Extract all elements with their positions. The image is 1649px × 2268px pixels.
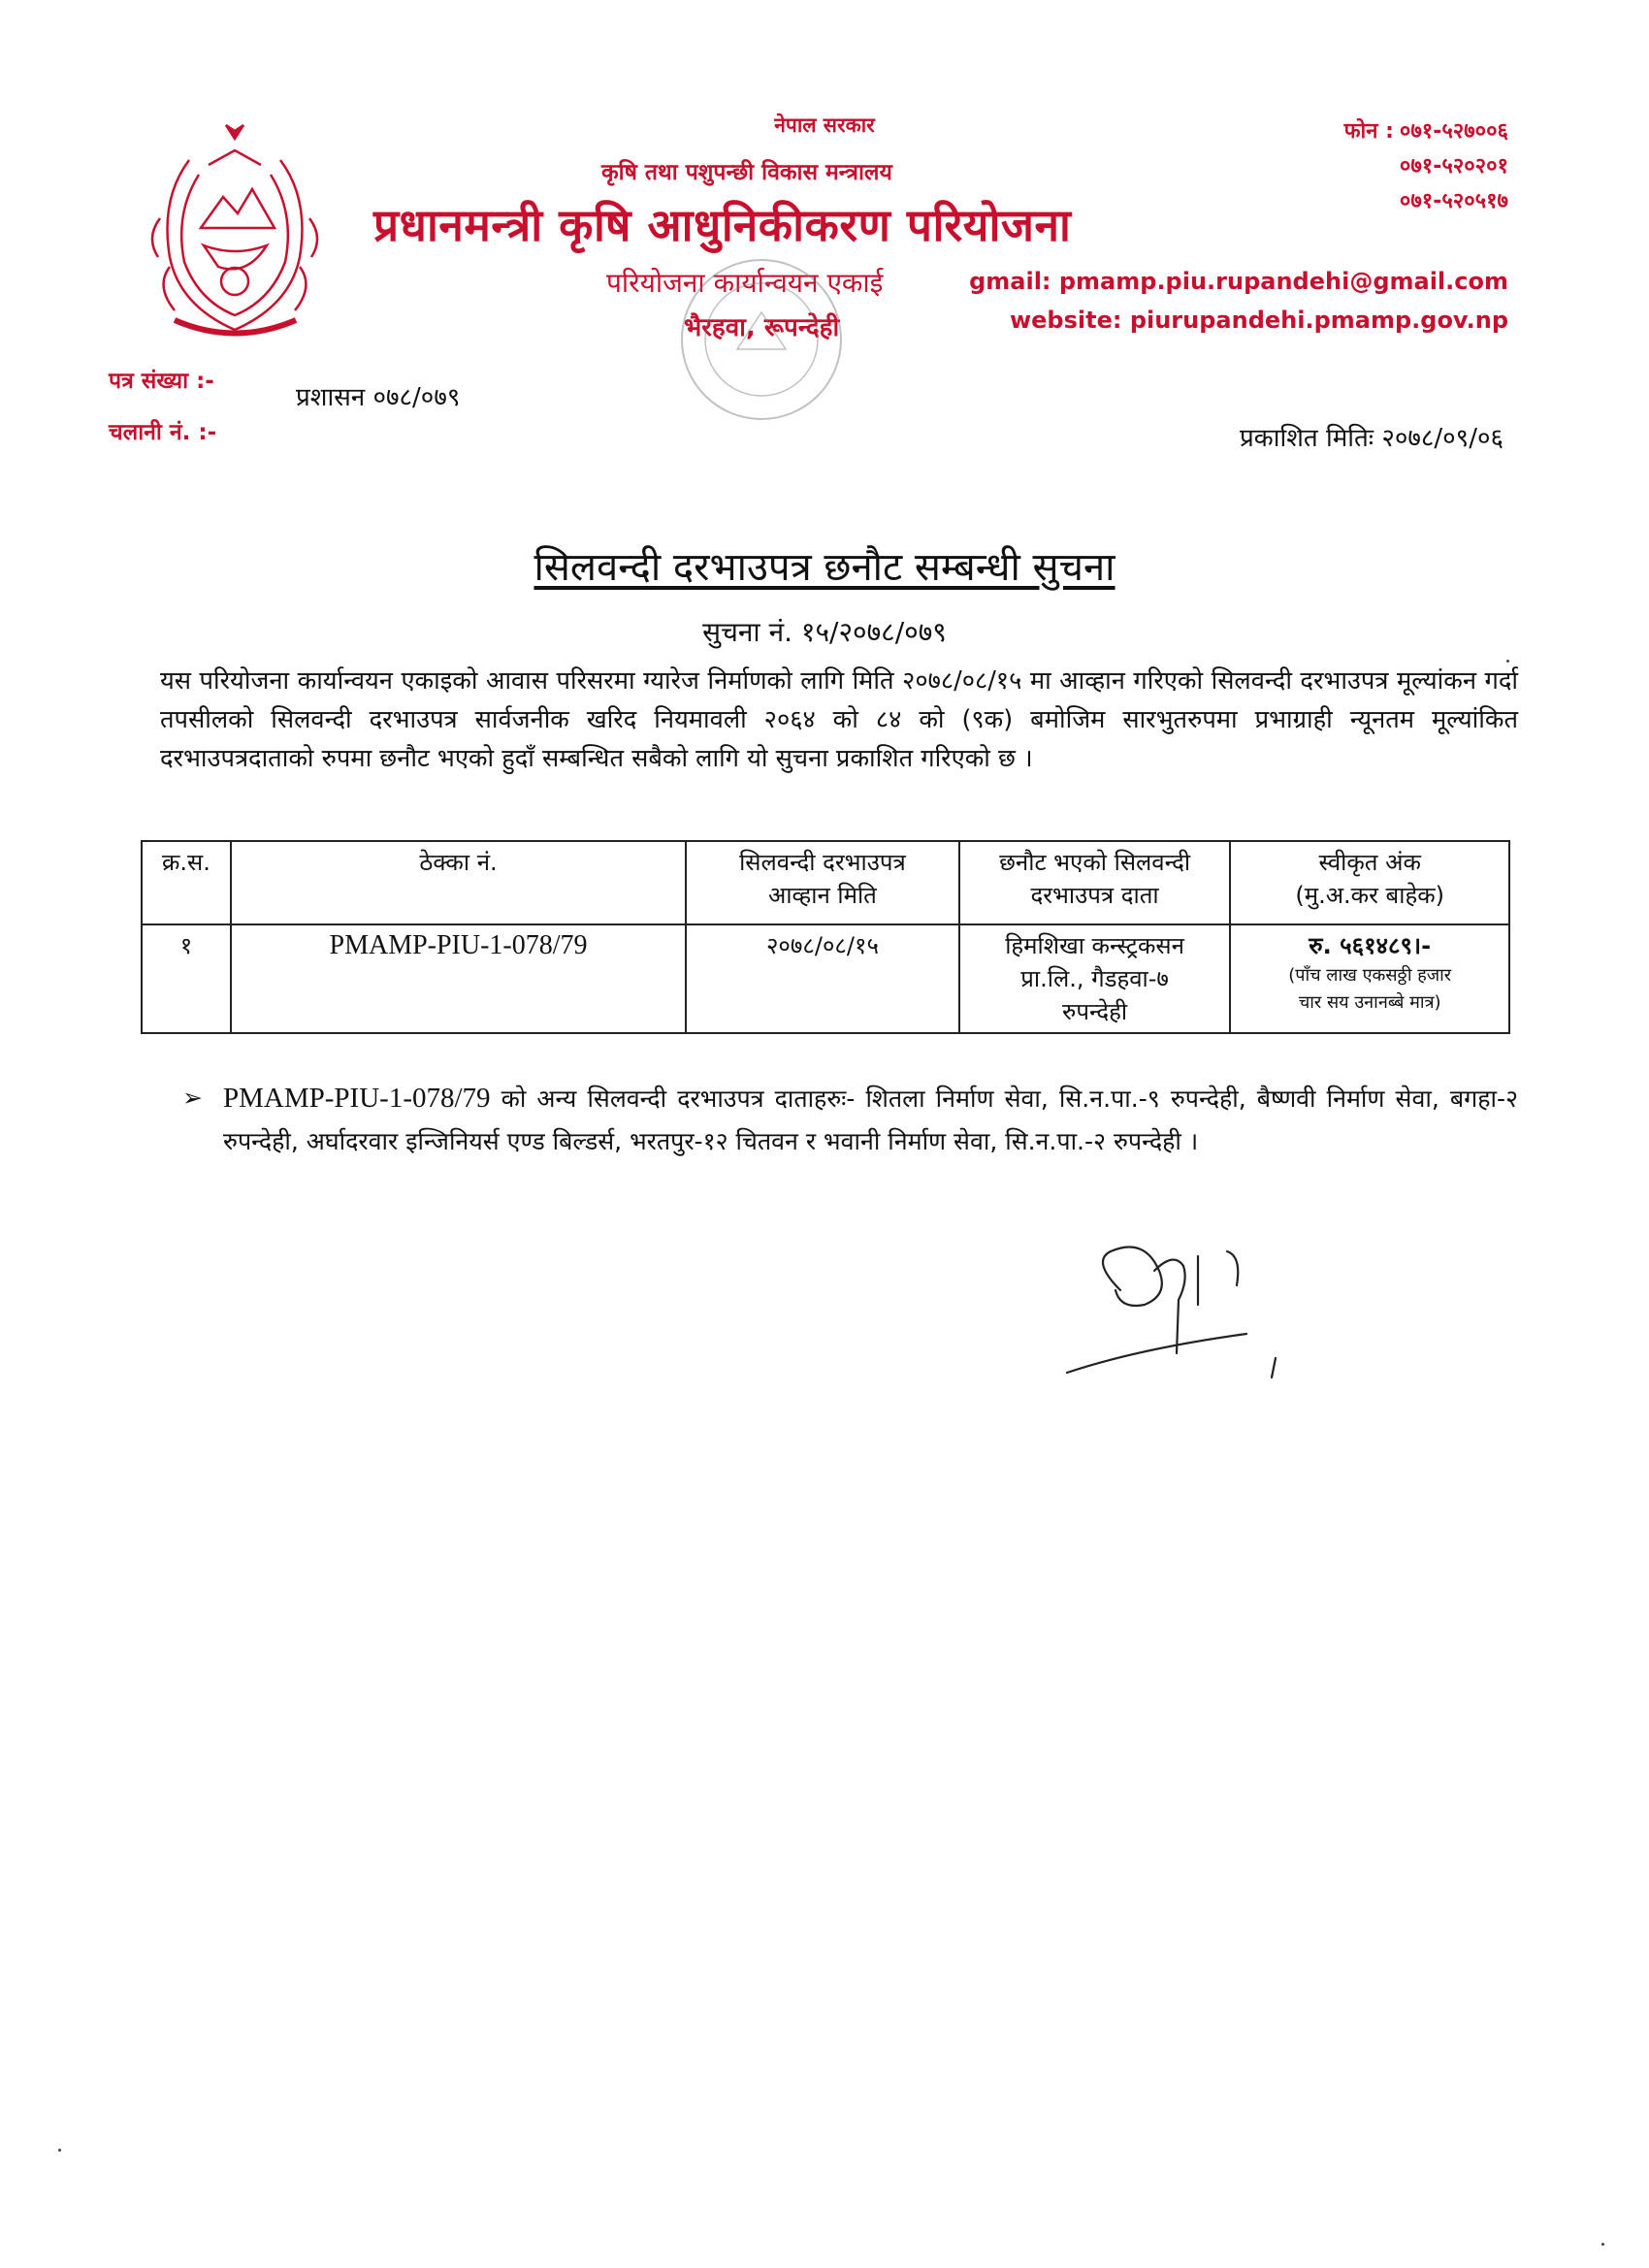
table-row [142,924,1509,1033]
header-bidder-line: दरभाउपत्र दाता [1030,882,1159,909]
header-amount [1230,841,1509,924]
letter-number-label: पत्र संख्या :- [109,369,214,394]
cell-date: २०७८/०८/१५ [686,924,959,1033]
other-bidders [182,1077,1518,1163]
amount-value: रु. ५६१४८९।- [1309,932,1432,959]
header-amount-line: (मु.अ.कर बाहेक) [1295,882,1445,909]
header-invite-date-line: आव्हान मिति [768,882,877,909]
government-name: नेपाल सरकार [774,113,875,137]
header-invite-date-line: सिलवन्दी दरभाउपत्र [739,849,906,876]
unit-name: परियोजना कार्यान्वयन एकाई [606,267,884,299]
scan-mark [1601,2243,1604,2246]
notice-paragraph: यस परियोजना कार्यान्वयन एकाइको आवास परिसरमा ग्यारेज निर्माणको लागि मिति २०७८/०८/१५ मा आव्हान गरिएको सिलवन्दी दरभाउपत्र मूल्यांकन गर्दा तपसीलको सिलवन्दी दरभाउपत्र सार्वजनीक खरिद नियमावली २०६४ को ८४ को (९क) बमोजिम सारभुतरुपमा प्रभाग्राही न्यूनतम मूल्यांकित दरभाउपत्रदाताको रुपमा छनौट भएको हुदाँ सम्बन्धित सबैको लागि यो सुचना प्रकाशित गरिएको छ । [160,666,1518,773]
ministry-name: कृषि तथा पशुपन्छी विकास मन्त्रालय [601,160,892,185]
notice-title: सिलवन्दी दरभाउपत्र छनौट सम्बन्धी सुचना [534,545,1116,590]
notice-number: सुचना नं. १५/२०७८/०७९ [702,616,947,648]
cell-amount [1230,924,1509,1033]
contact-block [969,262,1508,340]
phone-number: ०७१-५२०२०१ [1399,154,1508,178]
header-bidder [959,841,1231,924]
email-text: gmail: pmamp.piu.rupandehi@gmail.com [969,268,1508,295]
header-invite-date [686,841,959,924]
dispatch-number-label: चलानी नं. :- [109,420,217,445]
office-stamp-icon [669,252,854,427]
letter-number-value: प्रशासन ०७८/०७९ [296,383,461,412]
signature-icon [1052,1232,1314,1397]
website-text: website: piurupandehi.pmamp.gov.np [1009,307,1508,334]
phone-number: ०७१-५२०५१७ [1399,189,1508,213]
bidder-line: रुपन्देही [1062,998,1128,1025]
other-bidders-text: को अन्य सिलवन्दी दरभाउपत्र दाताहरुः- शितला निर्माण सेवा, सि.न.पा.-९ रुपन्देही, बैष्णवी निर्माण सेवा, बगहा-२ रुपन्देही, अर्घादरवार इन्जिनियर्स एण्ड बिल्डर्स, भरतपुर-१२ चितवन र भवानी निर्माण सेवा, सि.न.पा.-२ रुपन्देही । [223,1085,1518,1155]
header-sn: क्र.स. [142,841,231,924]
amount-words: चार सय उनानब्बे मात्र) [1298,992,1441,1013]
bidder-line: हिमशिखा कन्स्ट्रकसन [1005,932,1184,959]
amount-words: (पाँच लाख एकसठ्ठी हजार [1288,965,1452,986]
header-contract: ठेक्का नं. [231,841,686,924]
bid-table [141,840,1510,1034]
header-amount-line: स्वीकृत अंक [1318,849,1421,876]
bidder-line: प्रा.लि., गैडहवा-७ [1020,965,1169,992]
header-bidder-line: छनौट भएको सिलवन्दी [999,849,1191,876]
contract-code: PMAMP-PIU-1-078/79 [223,1083,491,1114]
cell-sn: १ [142,924,231,1033]
table-header-row [142,841,1509,924]
cell-bidder [959,924,1231,1033]
phone-number: ०७१-५२७००६ [1399,119,1508,144]
project-name: प्रधानमन्त्री कृषि आधुनिकीकरण परियोजना [373,199,1072,251]
phone-block [1344,114,1508,219]
scan-mark [1506,660,1509,663]
arrow-bullet-icon: ➢ [182,1084,203,1112]
nepal-emblem-icon [131,121,340,344]
office-location: भैरहवा, रूपन्देही [684,313,840,342]
published-date: प्रकाशित मितिः २०७८/०९/०६ [1239,424,1504,453]
scan-mark [58,2149,61,2152]
cell-contract: PMAMP-PIU-1-078/79 [231,924,686,1033]
phone-label: फोन : [1343,119,1394,144]
